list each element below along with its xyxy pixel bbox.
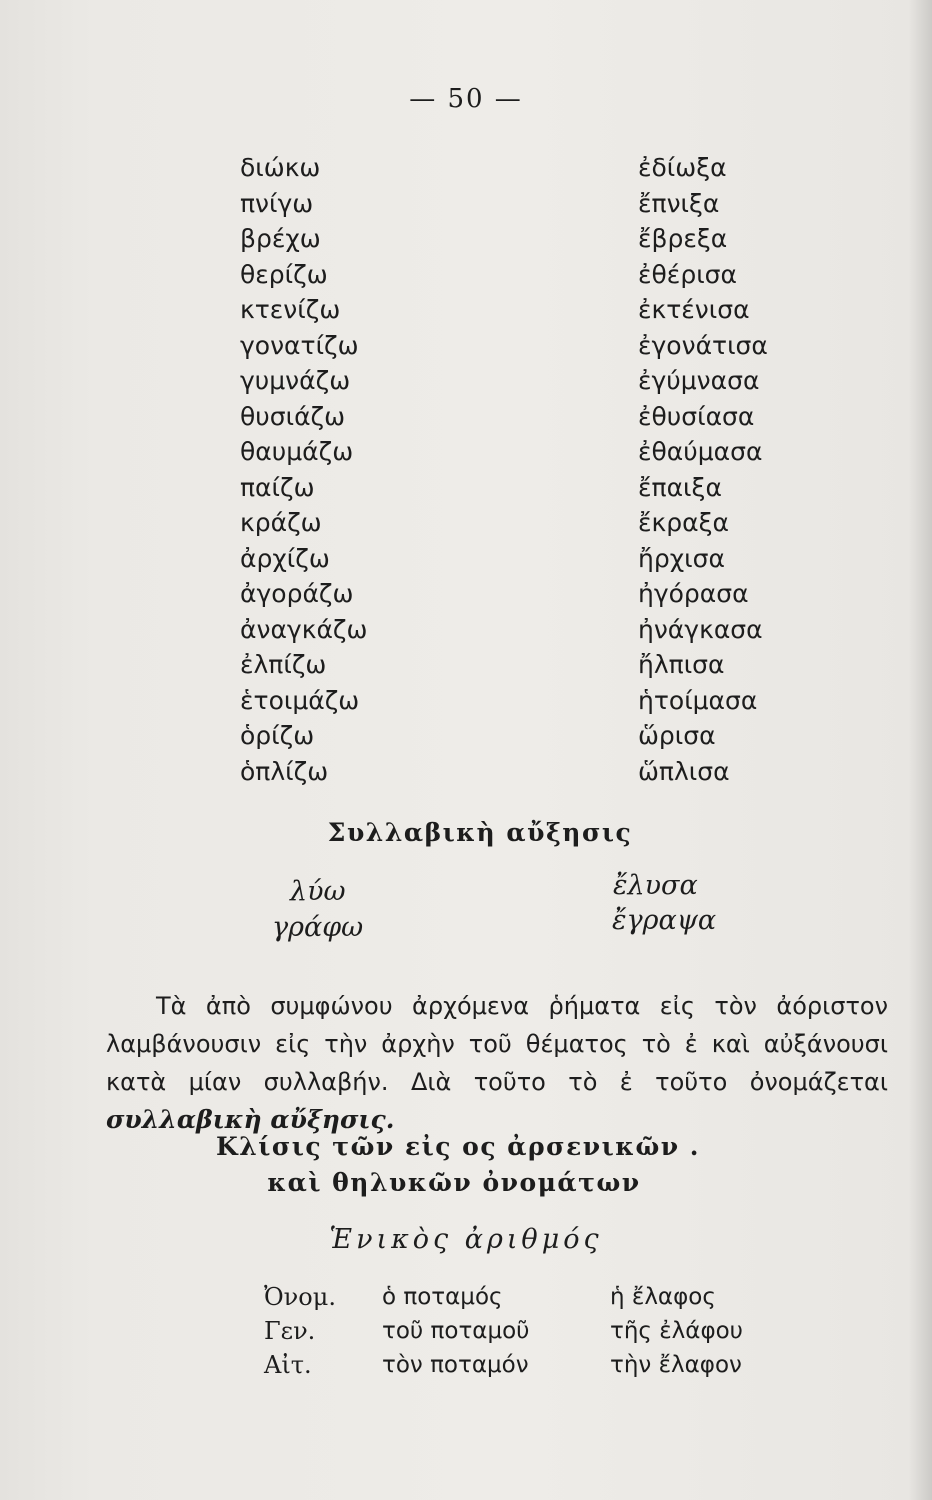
verb-aorist: ἔβρεξα xyxy=(638,224,728,253)
feminine-form: τῆς ἐλάφου xyxy=(610,1318,743,1344)
masculine-form: τὸν ποταμόν xyxy=(382,1352,529,1378)
verb-aorist: ἤρχισα xyxy=(638,543,725,573)
verb-present: θυσιάζω xyxy=(240,401,346,431)
present-verbs-column xyxy=(240,150,367,789)
verb-aorist: ἐκτένισα xyxy=(638,295,750,324)
verb-aorist: ἐγύμνασα xyxy=(638,366,760,395)
verb-present: ἀναγκάζω xyxy=(240,614,368,644)
case-label: Γεν. xyxy=(264,1317,316,1345)
verb-present: κτενίζω xyxy=(240,295,341,324)
masculine-form: ὁ ποταμός xyxy=(382,1284,503,1310)
verb-present: θερίζω xyxy=(240,259,328,289)
verb-aorist: ἐδίωξα xyxy=(638,153,727,182)
verb-present: ἐλπίζω xyxy=(240,650,327,679)
verb-aorist: ἐθέρισα xyxy=(638,259,737,289)
syllabic-augment-heading: Συλλαβικὴ αὔξησις xyxy=(327,818,633,847)
verb-aorist: ὥπλισα xyxy=(638,756,730,786)
page-number: — 50 — xyxy=(409,84,523,114)
verb-present: διώκω xyxy=(240,153,321,182)
verb-aorist: ἔπαιξα xyxy=(638,472,722,502)
verb-aorist: ἠγόρασα xyxy=(638,579,749,608)
verb-aorist: ἡτοίμασα xyxy=(638,685,758,715)
paragraph-term: συλλαβικὴ αὔξησις. xyxy=(106,1105,395,1134)
verb-present: γονατίζω xyxy=(240,330,359,360)
verb-present: θαυμάζω xyxy=(240,437,354,466)
verb-aorist: ἔκραξα xyxy=(638,508,730,537)
verb-present: πνίγω xyxy=(240,188,314,218)
example-present: γράφω xyxy=(272,912,364,943)
page-gutter-shadow xyxy=(908,0,932,1500)
example-aorist: ἔγραψα xyxy=(612,905,717,936)
feminine-form: τὴν ἔλαφον xyxy=(610,1352,742,1378)
masculine-form: τοῦ ποταμοῦ xyxy=(382,1318,530,1344)
verb-present: γυμνάζω xyxy=(240,366,351,395)
verb-present: ὁρίζω xyxy=(240,721,315,750)
verb-present: παίζω xyxy=(240,472,315,502)
verb-aorist: ἐγονάτισα xyxy=(638,330,768,360)
verb-aorist: ἐθαύμασα xyxy=(638,437,763,466)
declension-heading-line2: καὶ θηλυκῶν ὀνομάτων xyxy=(267,1168,641,1197)
example-present: λύω xyxy=(290,876,346,907)
verb-present: ἑτοιμάζω xyxy=(240,685,360,715)
example-aorist: ἔλυσα xyxy=(613,870,698,901)
syllabic-augment-paragraph xyxy=(106,987,888,1139)
verb-present: κράζω xyxy=(240,508,322,537)
verb-present: ἀγοράζω xyxy=(240,579,354,608)
verb-aorist: ὥρισα xyxy=(638,721,716,750)
case-label: Ὀνομ. xyxy=(264,1283,336,1311)
declension-row xyxy=(264,1348,743,1382)
verb-aorist: ἔπνιξα xyxy=(638,188,720,218)
declension-row xyxy=(264,1280,743,1314)
declension-table xyxy=(264,1280,743,1382)
verb-present: ὁπλίζω xyxy=(240,756,329,786)
declension-heading-line1: Κλίσις τῶν εἰς ος ἀρσενικῶν . xyxy=(215,1132,701,1161)
paragraph-text: Τὰ ἀπὸ συμφώνου ἀρχόμενα ῥήματα εἰς τὸν ἀόριστον λαμβάνουσιν εἰς τὴν ἀρχὴν τοῦ θέματος τὸ ἐ καὶ αὐξάνουσι κατὰ μίαν συλλαβήν. Διὰ τοῦτο τὸ ἐ τοῦτο ὀνομάζεται xyxy=(106,992,888,1096)
case-label: Αἰτ. xyxy=(264,1351,312,1379)
verb-aorist: ἐθυσίασα xyxy=(638,401,755,431)
declension-row xyxy=(264,1314,743,1348)
verb-present: βρέχω xyxy=(240,224,321,253)
aorist-verbs-column xyxy=(638,150,768,789)
verb-aorist: ἤλπισα xyxy=(638,650,725,679)
singular-number-heading: Ἑνικὸς ἀριθμός xyxy=(329,1224,603,1255)
verb-present: ἀρχίζω xyxy=(240,543,330,573)
verb-aorist: ἠνάγκασα xyxy=(638,614,763,644)
feminine-form: ἡ ἔλαφος xyxy=(610,1284,716,1310)
